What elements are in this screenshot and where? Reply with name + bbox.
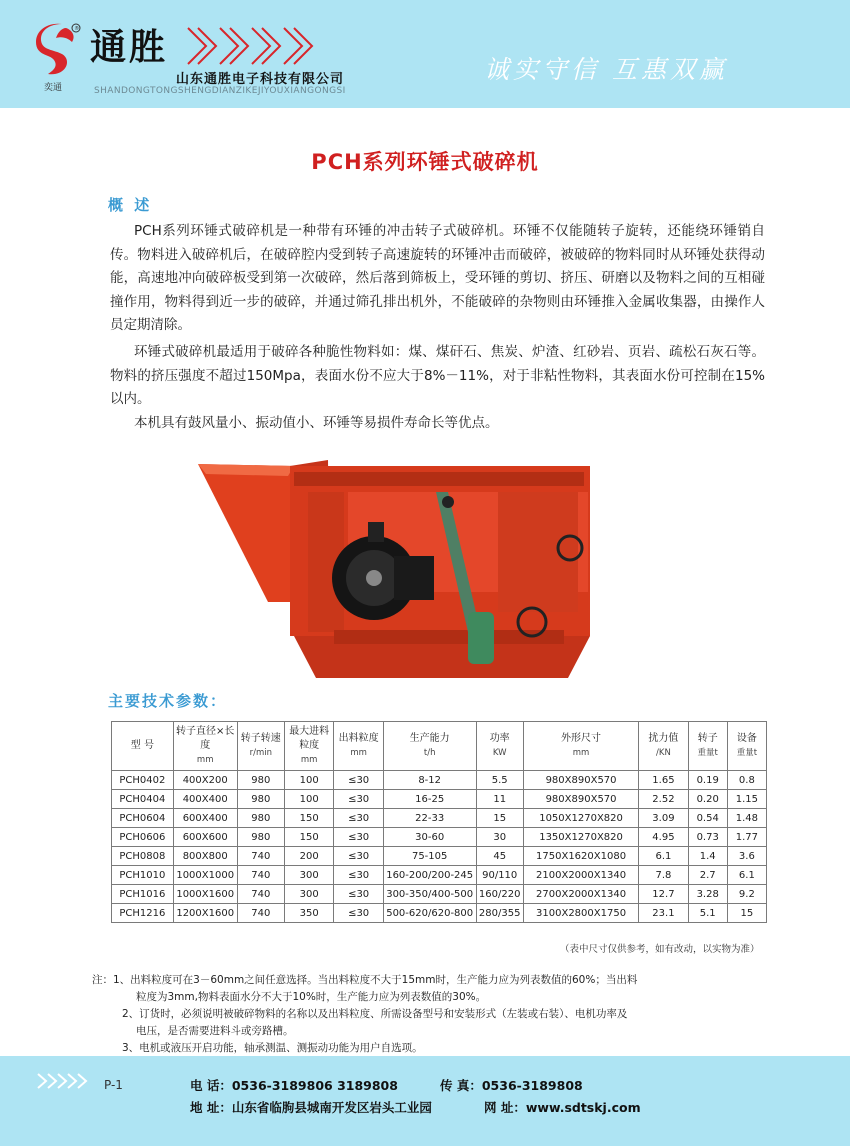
- table-cell: 8-12: [383, 771, 476, 790]
- table-row: [112, 866, 767, 885]
- spec-header-cell: [112, 722, 174, 771]
- table-row: [112, 847, 767, 866]
- spec-header-cell: [383, 722, 476, 771]
- table-cell: 2.52: [639, 790, 688, 809]
- spec-header-unit: t/h: [423, 748, 436, 758]
- table-cell: 740: [237, 904, 284, 923]
- table-cell: ≤30: [334, 904, 383, 923]
- spec-header-name: 型 号: [130, 740, 154, 751]
- notes-block: [92, 972, 772, 1057]
- overview-paragraph-3: 本机具有鼓风量小、振动值小、环锤等易损件寿命长等优点。: [134, 415, 499, 431]
- table-cell: 15: [476, 809, 523, 828]
- spec-header-name: 最大进料粒度: [289, 726, 330, 751]
- table-cell: 1.15: [727, 790, 766, 809]
- table-cell: 3.09: [639, 809, 688, 828]
- table-cell: ≤30: [334, 885, 383, 904]
- table-cell: 0.54: [688, 809, 727, 828]
- table-cell: 3.28: [688, 885, 727, 904]
- table-cell: 1000X1600: [173, 885, 237, 904]
- spec-header-cell: [727, 722, 766, 771]
- table-cell: 1750X1620X1080: [523, 847, 638, 866]
- table-cell: 980: [237, 828, 284, 847]
- table-cell: 150: [284, 828, 333, 847]
- company-name-cn: 山东通胜电子科技有限公司: [176, 72, 345, 87]
- table-cell: 0.19: [688, 771, 727, 790]
- table-cell: 0.73: [688, 828, 727, 847]
- table-cell: 3100X2800X1750: [523, 904, 638, 923]
- spec-header-cell: [284, 722, 333, 771]
- table-cell: 2700X2000X1340: [523, 885, 638, 904]
- table-cell: 1.77: [727, 828, 766, 847]
- table-cell: PCH1016: [112, 885, 174, 904]
- table-cell: 1.48: [727, 809, 766, 828]
- table-cell: PCH1010: [112, 866, 174, 885]
- chevron-decoration-icon: [186, 24, 326, 68]
- table-cell: 1350X1270X820: [523, 828, 638, 847]
- footer-band: [0, 1056, 850, 1146]
- table-cell: 30: [476, 828, 523, 847]
- table-cell: ≤30: [334, 866, 383, 885]
- spec-header-unit: mm: [300, 755, 318, 765]
- table-cell: PCH0604: [112, 809, 174, 828]
- table-cell: 16-25: [383, 790, 476, 809]
- overview-paragraph-1: PCH系列环锤式破碎机是一种带有环锤的冲击转子式破碎机。环锤不仅能随转子旋转，还能绕环锤销自传。物料进入破碎机后，在破碎腔内受到转子高速旋转的环锤冲击而破碎，被破碎的物料同时从环锤处获得动能，高速地冲向破碎板受到第一次破碎，然后落到筛板上，受环锤的剪切、挤压、研磨以及物料之间的互相碰撞作用，物料得到近一步的破碎，并通过筛孔排出机外，不能破碎的杂物则由环锤推入金属收集器，由操作人员定期清除。: [110, 223, 765, 333]
- spec-header-unit: KW: [492, 748, 507, 758]
- table-cell: 600X400: [173, 809, 237, 828]
- spec-header-cell: [523, 722, 638, 771]
- footer-fax: 传 真：0536-3189808: [440, 1078, 583, 1093]
- table-cell: 980: [237, 771, 284, 790]
- table-cell: 500-620/620-800: [383, 904, 476, 923]
- table-row: [112, 790, 767, 809]
- spec-body: [112, 771, 767, 923]
- svg-text:®: ®: [74, 26, 80, 32]
- spec-header-cell: [237, 722, 284, 771]
- spec-header-unit: mm: [350, 748, 367, 758]
- table-row: [112, 809, 767, 828]
- overview-heading: 概 述: [108, 196, 153, 214]
- table-cell: 300: [284, 866, 333, 885]
- table-cell: 600X600: [173, 828, 237, 847]
- spec-header-name: 转子转速: [240, 733, 281, 744]
- logo-subtext: 奕通: [44, 83, 63, 93]
- table-cell: PCH0808: [112, 847, 174, 866]
- company-logo-icon: [32, 20, 82, 80]
- table-row: [112, 885, 767, 904]
- table-cell: 800X800: [173, 847, 237, 866]
- table-cell: 400X200: [173, 771, 237, 790]
- spec-header-name: 外形尺寸: [561, 733, 602, 744]
- footer-address: 地 址：山东省临朐县城南开发区岩头工业园: [190, 1100, 432, 1115]
- table-cell: 6.1: [639, 847, 688, 866]
- company-name-en: SHANDONGTONGSHENGDIANZIKEJIYOUXIANGONGSI: [94, 86, 346, 96]
- table-cell: 7.8: [639, 866, 688, 885]
- crusher-machine-image: [198, 452, 618, 688]
- spec-header-unit: 重量t: [736, 748, 758, 758]
- table-cell: 160/220: [476, 885, 523, 904]
- table-cell: ≤30: [334, 771, 383, 790]
- spec-header-unit: 重量t: [697, 748, 718, 758]
- table-cell: 0.20: [688, 790, 727, 809]
- spec-header-name: 转子直径×长度: [176, 726, 235, 751]
- table-cell: ≤30: [334, 809, 383, 828]
- table-cell: PCH0402: [112, 771, 174, 790]
- table-cell: 5.1: [688, 904, 727, 923]
- spec-header-cell: [639, 722, 688, 771]
- table-cell: 400X400: [173, 790, 237, 809]
- table-cell: 200: [284, 847, 333, 866]
- spec-header-name: 出料粒度: [338, 733, 379, 744]
- table-cell: 300: [284, 885, 333, 904]
- footer-chevron-icon: [36, 1072, 96, 1090]
- spec-header-unit: mm: [572, 748, 590, 758]
- table-row: [112, 771, 767, 790]
- spec-header-name: 功率: [489, 733, 510, 744]
- overview-paragraph-2: 环锤式破碎机最适用于破碎各种脆性物料如：煤、煤矸石、焦炭、炉渣、红砂岩、页岩、疏松石灰石等。物料的挤压强度不超过150Mpa，表面水份不应大于8%－11%，对于非粘性物料，其表面水份可控制在15%以内。: [110, 344, 765, 407]
- table-cell: 12.7: [639, 885, 688, 904]
- table-cell: 2100X2000X1340: [523, 866, 638, 885]
- table-cell: 11: [476, 790, 523, 809]
- note-3: 3、电机或液压开启功能，轴承测温、测振动功能为用户自选项。: [122, 1042, 423, 1054]
- table-cell: ≤30: [334, 847, 383, 866]
- table-cell: 280/355: [476, 904, 523, 923]
- table-cell: 980X890X570: [523, 790, 638, 809]
- table-cell: 100: [284, 790, 333, 809]
- table-cell: 740: [237, 866, 284, 885]
- table-cell: 3.6: [727, 847, 766, 866]
- table-cell: 4.95: [639, 828, 688, 847]
- brand-name: 通胜: [90, 27, 169, 68]
- table-cell: 1.4: [688, 847, 727, 866]
- table-cell: PCH0404: [112, 790, 174, 809]
- table-cell: 75-105: [383, 847, 476, 866]
- table-cell: 45: [476, 847, 523, 866]
- note-2-line-1: 2、订货时，必须说明被破碎物料的名称以及出料粒度、所需设备型号和安装形式（左装或右装）、电机功率及: [122, 1008, 628, 1020]
- table-cell: 1200X1600: [173, 904, 237, 923]
- table-cell: 1000X1000: [173, 866, 237, 885]
- table-cell: 90/110: [476, 866, 523, 885]
- slogan: 诚实守信 互惠双赢: [484, 55, 728, 84]
- table-cell: 6.1: [727, 866, 766, 885]
- table-cell: 5.5: [476, 771, 523, 790]
- spec-header-name: 扰力值: [648, 733, 679, 744]
- table-cell: 300-350/400-500: [383, 885, 476, 904]
- spec-header-cell: [334, 722, 383, 771]
- spec-header-unit: r/min: [249, 748, 272, 758]
- table-cell: 22-33: [383, 809, 476, 828]
- header-band: [0, 0, 850, 108]
- table-cell: 0.8: [727, 771, 766, 790]
- table-cell: 980: [237, 790, 284, 809]
- table-cell: 150: [284, 809, 333, 828]
- spec-header-cell: [173, 722, 237, 771]
- spec-header-cell: [476, 722, 523, 771]
- table-cell: ≤30: [334, 828, 383, 847]
- spec-header-name: 转子: [697, 733, 718, 744]
- table-cell: 1050X1270X820: [523, 809, 638, 828]
- spec-header-cell: [688, 722, 727, 771]
- table-cell: 2.7: [688, 866, 727, 885]
- note-1-line-2: 粒度为3mm,物料表面水分不大于10%时，生产能力应为列表数值的30%。: [136, 991, 487, 1003]
- footer-website[interactable]: 网 址：www.sdtskj.com: [484, 1100, 641, 1115]
- spec-header-unit: /KN: [656, 748, 671, 758]
- table-cell: 740: [237, 847, 284, 866]
- table-cell: 160-200/200-245: [383, 866, 476, 885]
- table-cell: 23.1: [639, 904, 688, 923]
- table-cell: 740: [237, 885, 284, 904]
- spec-header-name: 生产能力: [409, 733, 450, 744]
- table-cell: PCH1216: [112, 904, 174, 923]
- table-cell: 9.2: [727, 885, 766, 904]
- footer-phone: 电 话：0536-3189806 3189808: [190, 1078, 398, 1093]
- spec-table-note: （表中尺寸仅供参考，如有改动，以实物为准）: [560, 944, 760, 955]
- table-cell: 30-60: [383, 828, 476, 847]
- spec-table: [111, 721, 767, 923]
- table-row: [112, 904, 767, 923]
- spec-header-unit: mm: [196, 755, 214, 765]
- specs-heading: 主要技术参数：: [108, 692, 228, 710]
- table-cell: 100: [284, 771, 333, 790]
- page-title: PCH系列环锤式破碎机: [311, 150, 539, 174]
- spec-header-row: [112, 722, 767, 771]
- table-cell: 350: [284, 904, 333, 923]
- table-cell: 980: [237, 809, 284, 828]
- table-row: [112, 828, 767, 847]
- table-cell: PCH0606: [112, 828, 174, 847]
- note-2-line-2: 电压，是否需要进料斗或旁路槽。: [136, 1025, 294, 1037]
- table-cell: 1.65: [639, 771, 688, 790]
- note-1-line-1: 注：1、出料粒度可在3－60mm之间任意选择。当出料粒度不大于15mm时，生产能力应为列表数值的60%；当出料: [92, 974, 638, 986]
- page-number: P-1: [104, 1078, 123, 1092]
- table-cell: ≤30: [334, 790, 383, 809]
- table-cell: 15: [727, 904, 766, 923]
- spec-header-name: 设备: [736, 733, 757, 744]
- table-cell: 980X890X570: [523, 771, 638, 790]
